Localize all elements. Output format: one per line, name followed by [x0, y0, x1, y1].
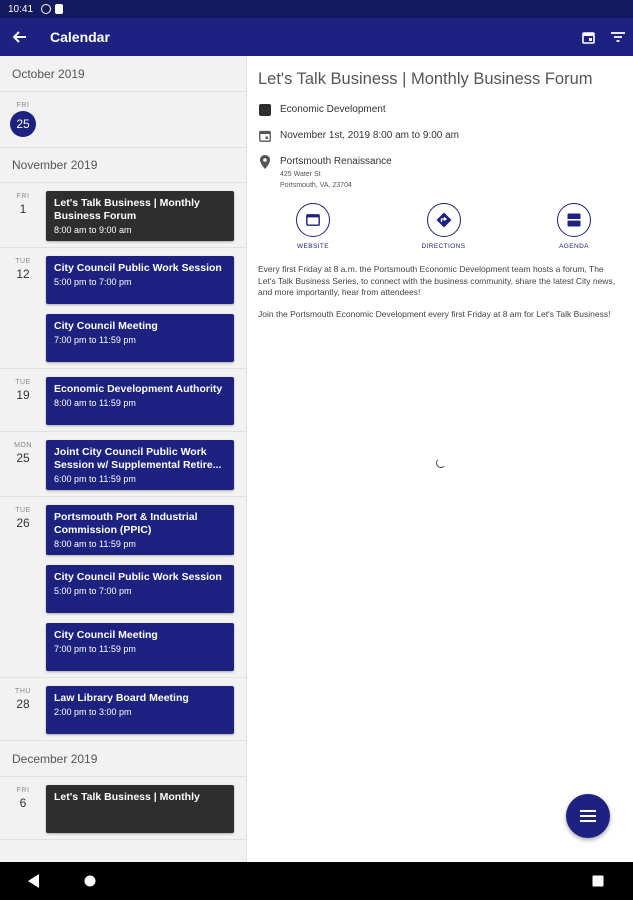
event-card[interactable]	[46, 785, 234, 833]
address-line: 425 Water St	[280, 171, 321, 178]
day-group	[0, 248, 246, 369]
category-label: Economic Development	[280, 104, 386, 115]
event-card[interactable]	[46, 377, 234, 425]
event-card[interactable]	[46, 565, 234, 613]
month-header: October 2019	[0, 56, 246, 92]
system-navigation-bar	[0, 862, 633, 900]
agenda-button[interactable]	[557, 203, 591, 250]
calendar-icon	[259, 130, 271, 142]
day-of-week: THU	[15, 688, 31, 695]
event-card[interactable]	[46, 440, 234, 490]
event-detail-panel	[248, 56, 633, 862]
event-list[interactable]	[0, 56, 247, 862]
event-time: 5:00 pm to 7:00 pm	[54, 277, 132, 287]
day-group	[0, 678, 246, 741]
event-title: City Council Public Work Session	[54, 262, 222, 274]
event-description	[258, 264, 621, 320]
location-name: Portsmouth Renaissance	[280, 156, 392, 167]
filter-button[interactable]	[603, 18, 633, 56]
event-title: Portsmouth Port & Industrial Commission (PPIC)	[54, 511, 198, 536]
address-line: Portsmouth, VA, 23704	[280, 182, 352, 189]
event-time: 7:00 pm to 11:59 pm	[54, 335, 136, 345]
menu-icon	[580, 810, 596, 822]
event-card[interactable]	[46, 686, 234, 734]
event-time: 2:00 pm to 3:00 pm	[54, 707, 132, 717]
website-label: WEBSITE	[296, 243, 330, 250]
event-time: 7:00 pm to 11:59 pm	[54, 644, 136, 654]
event-card[interactable]	[46, 623, 234, 671]
nav-home-icon	[84, 875, 96, 887]
nav-recents-button[interactable]	[592, 874, 604, 892]
description-paragraph: Every first Friday at 8 a.m. the Portsmouth Economic Development team hosts a forum, The Let's Talk Business Series, to connect with the business community, share the latest City news, and more importantly, hear from attendees!	[258, 264, 616, 297]
arrow-back-icon	[13, 31, 27, 43]
agenda-label: AGENDA	[559, 243, 589, 250]
category-row	[258, 103, 621, 117]
menu-fab-button[interactable]	[566, 794, 610, 838]
event-card[interactable]	[46, 314, 234, 362]
day-group	[0, 92, 246, 147]
event-card-selected[interactable]	[46, 191, 234, 241]
day-of-week: TUE	[15, 507, 31, 514]
day-group	[0, 432, 246, 497]
day-number: 6	[19, 796, 27, 810]
location-pin-icon	[260, 155, 270, 169]
day-group	[0, 183, 246, 248]
status-time: 10:41	[8, 3, 34, 15]
event-time: 8:00 am to 11:59 pm	[54, 398, 136, 408]
day-of-week: FRI	[16, 787, 30, 794]
directions-icon	[436, 212, 452, 228]
status-bar	[0, 0, 633, 18]
datetime-row	[258, 129, 621, 143]
day-group	[0, 497, 246, 678]
event-card[interactable]	[46, 505, 234, 555]
day-of-week: TUE	[15, 258, 31, 265]
day-number: 26	[16, 516, 30, 530]
calendar-today-button[interactable]	[573, 18, 603, 56]
app-bar	[0, 18, 633, 56]
event-time: 8:00 am to 11:59 pm	[54, 539, 136, 549]
calendar-icon	[582, 31, 595, 44]
day-number: 28	[16, 697, 30, 711]
event-time: 5:00 pm to 7:00 pm	[54, 586, 132, 596]
event-title: City Council Meeting	[54, 629, 158, 641]
month-header: December 2019	[0, 741, 246, 777]
day-of-week: FRI	[16, 102, 30, 109]
directions-label: DIRECTIONS	[421, 243, 466, 250]
day-group	[0, 777, 246, 840]
event-title: Let's Talk Business | Monthly Business Forum	[54, 197, 200, 222]
category-swatch-icon	[259, 104, 271, 116]
day-group	[0, 369, 246, 432]
directions-button[interactable]	[421, 203, 465, 250]
event-time: 8:00 am to 9:00 am	[54, 225, 132, 235]
website-icon	[306, 214, 320, 226]
nav-back-button[interactable]	[28, 874, 40, 893]
event-detail-title: Let's Talk Business | Monthly Business Forum	[258, 70, 593, 88]
nav-back-icon	[28, 874, 40, 888]
event-title: City Council Public Work Session	[54, 571, 222, 583]
nav-home-button[interactable]	[84, 874, 96, 892]
nav-recents-icon	[592, 875, 604, 887]
event-title: Law Library Board Meeting	[54, 692, 189, 704]
filter-icon	[611, 32, 625, 42]
event-time: 6:00 pm to 11:59 pm	[54, 474, 136, 484]
back-button[interactable]	[0, 18, 40, 56]
app-bar-title: Calendar	[50, 29, 110, 45]
action-buttons	[258, 203, 621, 250]
today-day-number[interactable]: 25	[10, 111, 36, 137]
agenda-icon	[567, 213, 581, 227]
event-title: City Council Meeting	[54, 320, 158, 332]
day-of-week: TUE	[15, 379, 31, 386]
description-paragraph: Join the Portsmouth Economic Development every first Friday at 8 am for Let's Talk Business!	[258, 308, 611, 319]
month-header: November 2019	[0, 147, 246, 183]
event-card[interactable]	[46, 256, 234, 304]
location-row	[258, 155, 621, 191]
sd-card-icon	[55, 4, 63, 14]
day-of-week: FRI	[16, 193, 30, 200]
day-number: 25	[16, 451, 30, 465]
loading-spinner-icon	[436, 458, 446, 468]
website-button[interactable]	[296, 203, 330, 250]
event-datetime: November 1st, 2019 8:00 am to 9:00 am	[280, 130, 459, 141]
event-title: Economic Development Authority	[54, 383, 223, 395]
day-number: 1	[19, 202, 27, 216]
notification-icon	[41, 4, 51, 14]
day-of-week: MON	[14, 442, 32, 449]
day-number: 19	[16, 388, 30, 402]
event-title: Let's Talk Business | Monthly	[54, 791, 200, 803]
day-number: 12	[16, 267, 30, 281]
event-title: Joint City Council Public Work Session w/ Supplemental Retire...	[54, 446, 222, 471]
